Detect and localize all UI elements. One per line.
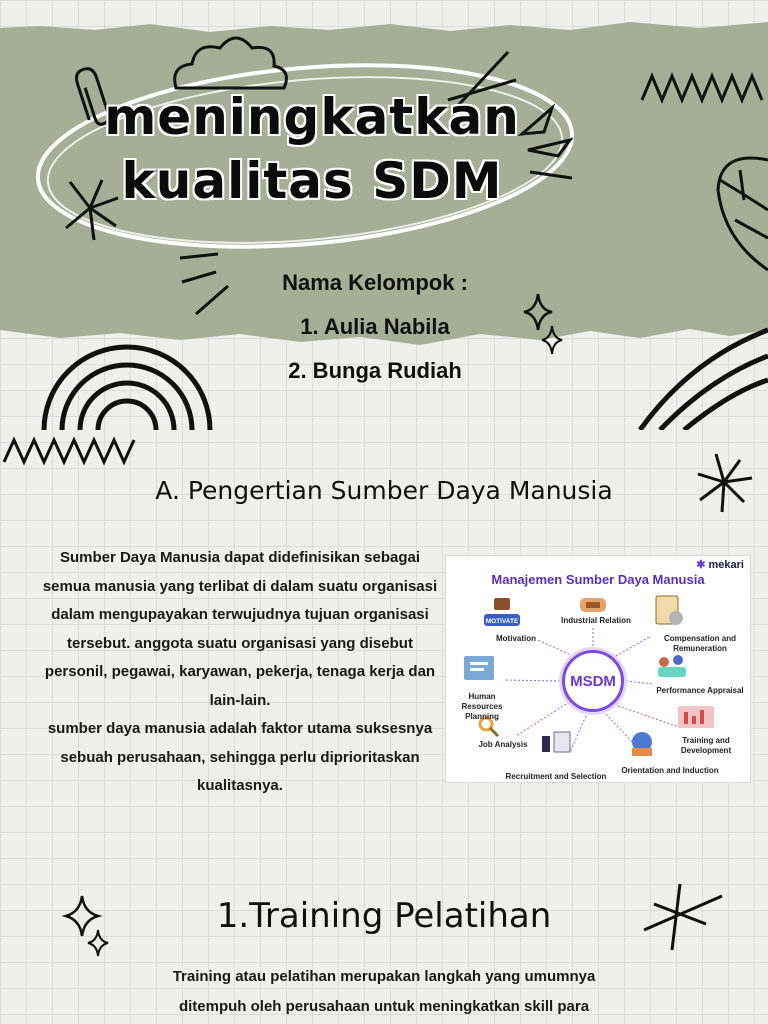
motivate-badge xyxy=(484,614,520,626)
infographic-title: Manajemen Sumber Daya Manusia xyxy=(491,572,705,587)
content-page xyxy=(0,430,768,1024)
group-heading: Nama Kelompok : xyxy=(282,270,468,295)
asterisk-icon: ✱ xyxy=(696,559,706,571)
cover-title-line2: kualitas SDM xyxy=(121,152,503,210)
zigzag-line xyxy=(4,440,134,462)
node-industrial-relation: Industrial Relation xyxy=(561,616,631,625)
hr-planning-icon xyxy=(464,656,494,680)
node-compensation: Compensation and Remuneration xyxy=(663,634,736,653)
section-a-paragraph-2: sumber daya manusia adalah faktor utama suksesnya sebuah perusahaan, sehingga perlu diprioritaskan kualitasnya. xyxy=(47,720,433,794)
section-a-description xyxy=(40,544,440,801)
member-2: 2. Bunga Rudiah xyxy=(288,358,462,383)
section-1-heading: 1.Training Pelatihan xyxy=(216,896,552,936)
node-training-development: Training and Development xyxy=(680,736,732,755)
node-motivation: Motivation xyxy=(496,634,536,643)
section-1-line-1: Training atau pelatihan merupakan langkah yang umumnya xyxy=(172,968,596,985)
section-a-heading: A. Pengertian Sumber Daya Manusia xyxy=(155,476,613,505)
group-members xyxy=(230,268,520,400)
scribble-icon xyxy=(640,330,768,430)
member-1: 1. Aulia Nabila xyxy=(300,314,450,339)
msdm-infographic xyxy=(445,555,751,783)
brand-name: mekari xyxy=(708,559,744,571)
document-coin-icon xyxy=(656,596,683,625)
rainbow-arcs-icon xyxy=(44,347,210,430)
motivate-text: MOTIVATE xyxy=(485,618,519,625)
msdm-center: MSDM xyxy=(562,650,624,712)
section-1-line-2: ditempuh oleh perusahaan untuk meningkatkan skill para xyxy=(178,998,590,1015)
node-orientation-induction: Orientation and Induction xyxy=(621,766,719,775)
section-a-paragraph-1: Sumber Daya Manusia dapat didefinisikan sebagai semua manusia yang terlibat di dalam suatu organisasi dalam mengupayakan terwujudnya tujuan organisasi tersebut. anggota suatu organisasi yang disebut personil, pegawai, karyawan, pekerja, tenaga kerja dan lain-lain. xyxy=(42,549,438,709)
node-recruitment-selection: Recruitment and Selection xyxy=(505,772,607,781)
section-1-text xyxy=(74,962,694,1022)
node-job-analysis: Job Analysis xyxy=(478,740,528,749)
orientation-icon xyxy=(632,732,652,756)
cover-title-line1: meningkatkan xyxy=(104,88,520,146)
training-icon xyxy=(678,706,714,728)
handshake-icon xyxy=(580,598,606,612)
node-performance-appraisal: Performance Appraisal xyxy=(656,686,744,695)
people-group-icon xyxy=(658,655,686,677)
node-hr-planning: Human Resources Planning xyxy=(461,692,503,721)
cover-page xyxy=(0,0,768,430)
trophy-icon xyxy=(494,598,510,610)
recruitment-icon xyxy=(542,732,570,752)
